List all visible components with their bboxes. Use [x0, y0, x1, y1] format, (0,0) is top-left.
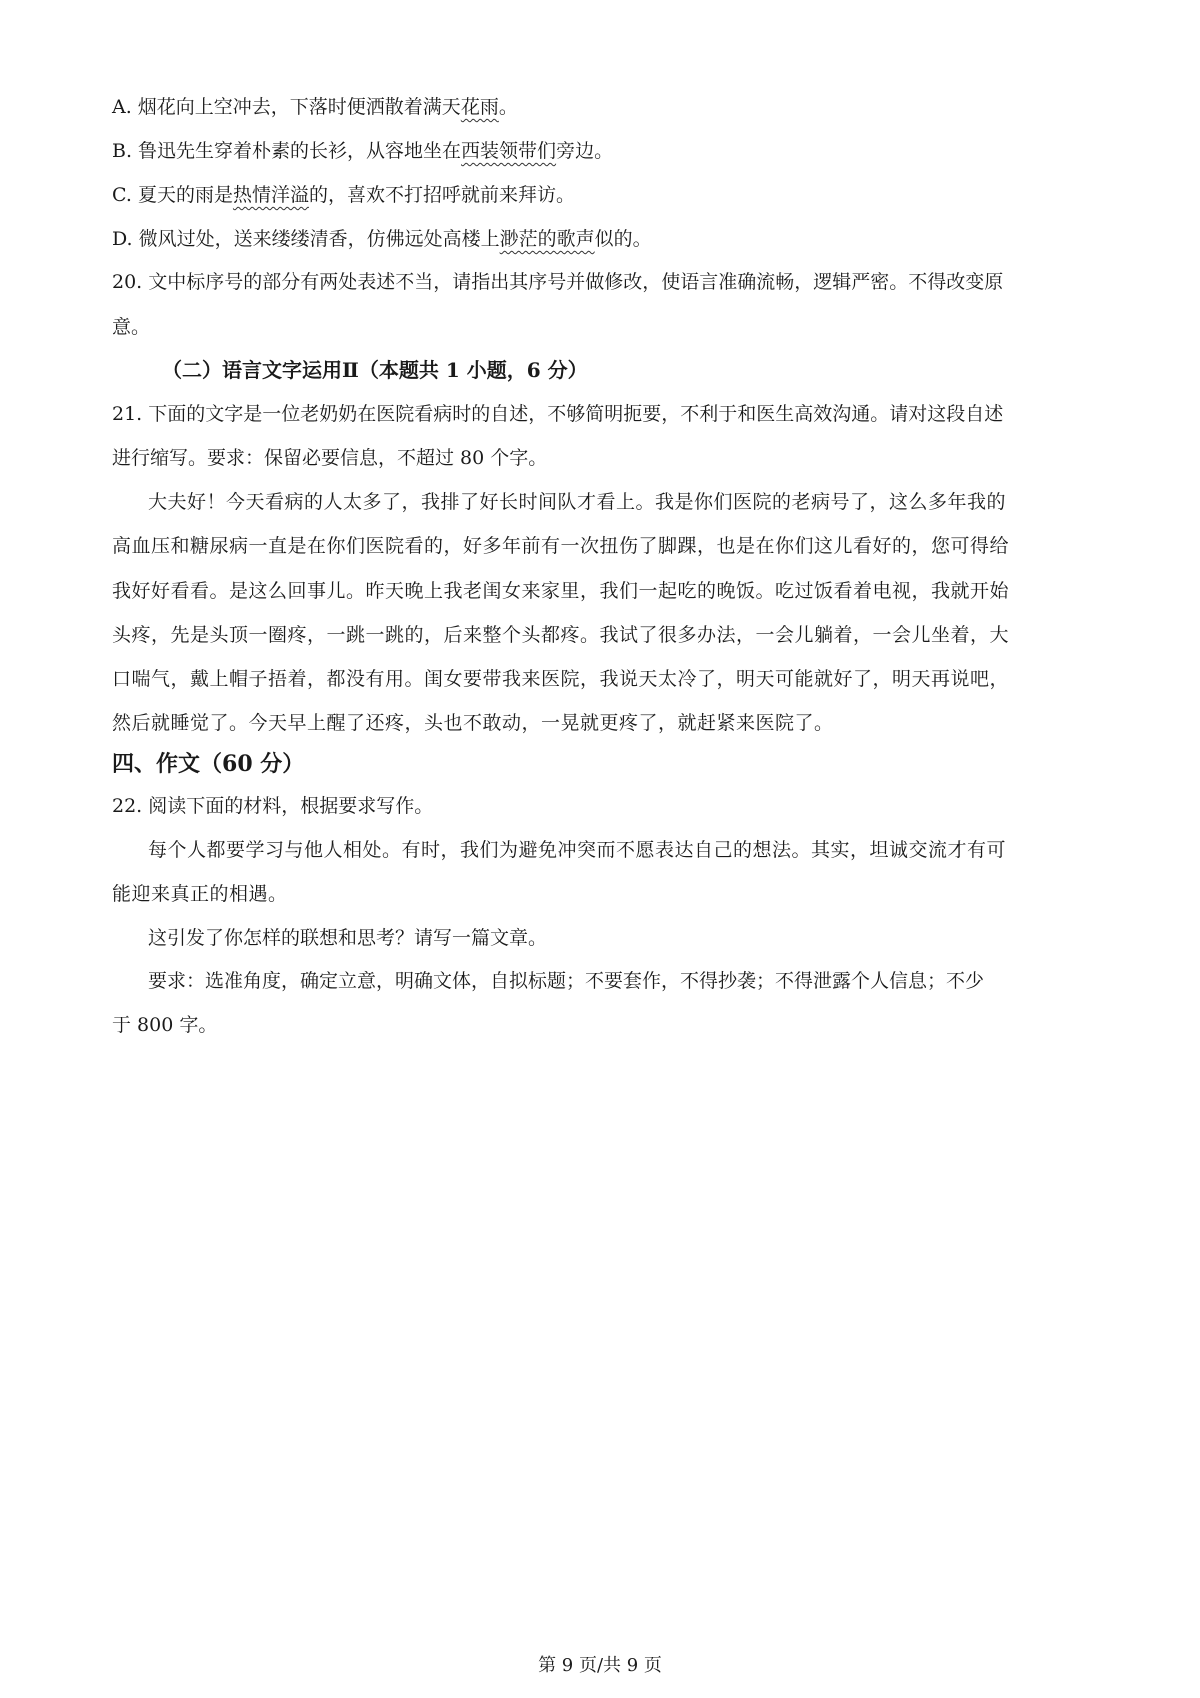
- question-22-title: 22. 阅读下面的材料，根据要求写作。: [112, 795, 434, 817]
- option-c-end: 的，喜欢不打招呼就前来拜访。: [308, 184, 575, 206]
- question-20-line1: 20. 文中标序号的部分有两处表述不当，请指出其序号并做修改，使语言准确流畅，逻辑严密。不得改变原: [112, 271, 1004, 293]
- story-line-5: 口喘气，戴上帽子捂着，都没有用。闺女要带我来医院，我说天太冷了，明天可能就好了，明天再说吧，: [112, 668, 1010, 690]
- section-2-heading: [162, 356, 588, 384]
- story-line-1: 大夫好！今天看病的人太多了，我排了好长时间队才看上。我是你们医院的老病号了，这么多年我的: [148, 491, 1007, 513]
- writing-prompt: 这引发了你怎样的联想和思考？请写一篇文章。: [148, 927, 548, 949]
- option-c-marked: 热情洋溢: [232, 184, 309, 206]
- requirements-line-1: 要求：选准角度，确定立意，明确文体，自拟标题；不要套作，不得抄袭；不得泄露个人信息；不少: [148, 970, 985, 992]
- section-2-heading-mid: 小题，: [459, 358, 527, 382]
- material-line-2: 能迎来真正的相遇。: [112, 883, 288, 905]
- section-2-heading-pre: （二）语言文字运用Ⅱ（本题共: [162, 358, 446, 382]
- story-line-4: 头疼，先是头顶一圈疼，一跳一跳的，后来整个头都疼。我试了很多办法，一会儿躺着，一会儿坐着，大: [112, 624, 1010, 646]
- option-c-text: C. 夏天的雨是: [112, 184, 233, 206]
- section-4-heading-post: 分）: [252, 751, 305, 777]
- question-21-line2: 进行缩写。要求：保留必要信息，不超过 80 个字。: [112, 447, 548, 469]
- option-b: [112, 137, 613, 165]
- material-line-1: 每个人都要学习与他人相处。有时，我们为避免冲突而不愿表达自己的想法。其实，坦诚交流才有可: [148, 839, 1007, 861]
- section-2-heading-count: 1: [445, 358, 460, 382]
- option-a: [112, 93, 518, 121]
- section-4-heading-score: 60: [222, 751, 253, 777]
- section-2-heading-score: 6: [526, 358, 541, 382]
- story-line-3: 我好好看看。是这么回事儿。昨天晚上我老闺女来家里，我们一起吃的晚饭。吃过饭看着电视，我就开始: [112, 580, 1010, 602]
- option-d-text: D. 微风过处，送来缕缕清香，仿佛远处高楼上: [112, 228, 500, 250]
- option-d-end: 似的。: [594, 228, 652, 250]
- requirements-line-2: 于 800 字。: [112, 1014, 218, 1036]
- option-d: [112, 225, 652, 253]
- option-a-end: 。: [498, 96, 518, 118]
- page-number: 第 9 页/共 9 页: [538, 1655, 662, 1676]
- option-b-end: 旁边。: [556, 140, 614, 162]
- story-line-6: 然后就睡觉了。今天早上醒了还疼，头也不敢动，一晃就更疼了，就赶紧来医院了。: [112, 712, 834, 734]
- option-d-marked: 渺茫的歌声: [499, 228, 595, 250]
- option-b-text: B. 鲁迅先生穿着朴素的长衫，从容地坐在: [112, 140, 462, 162]
- question-21-line1: 21. 下面的文字是一位老奶奶在医院看病时的自述，不够简明扼要，不利于和医生高效沟通。请对这段自述: [112, 403, 1004, 425]
- section-2-heading-post: 分）: [540, 358, 588, 382]
- option-b-marked: 西装领带们: [461, 140, 557, 162]
- option-a-text: A. 烟花向上空冲去，下落时便洒散着满天: [112, 96, 461, 118]
- option-c: [112, 181, 575, 209]
- question-20-line2: 意。: [112, 316, 151, 338]
- option-a-marked: 花雨: [460, 96, 499, 118]
- story-line-2: 高血压和糖尿病一直是在你们医院看的，好多年前有一次扭伤了脚踝，也是在你们这儿看好的，您可得给: [112, 535, 1010, 557]
- section-4-heading: [112, 749, 304, 779]
- section-4-heading-pre: 四、作文（: [112, 751, 223, 777]
